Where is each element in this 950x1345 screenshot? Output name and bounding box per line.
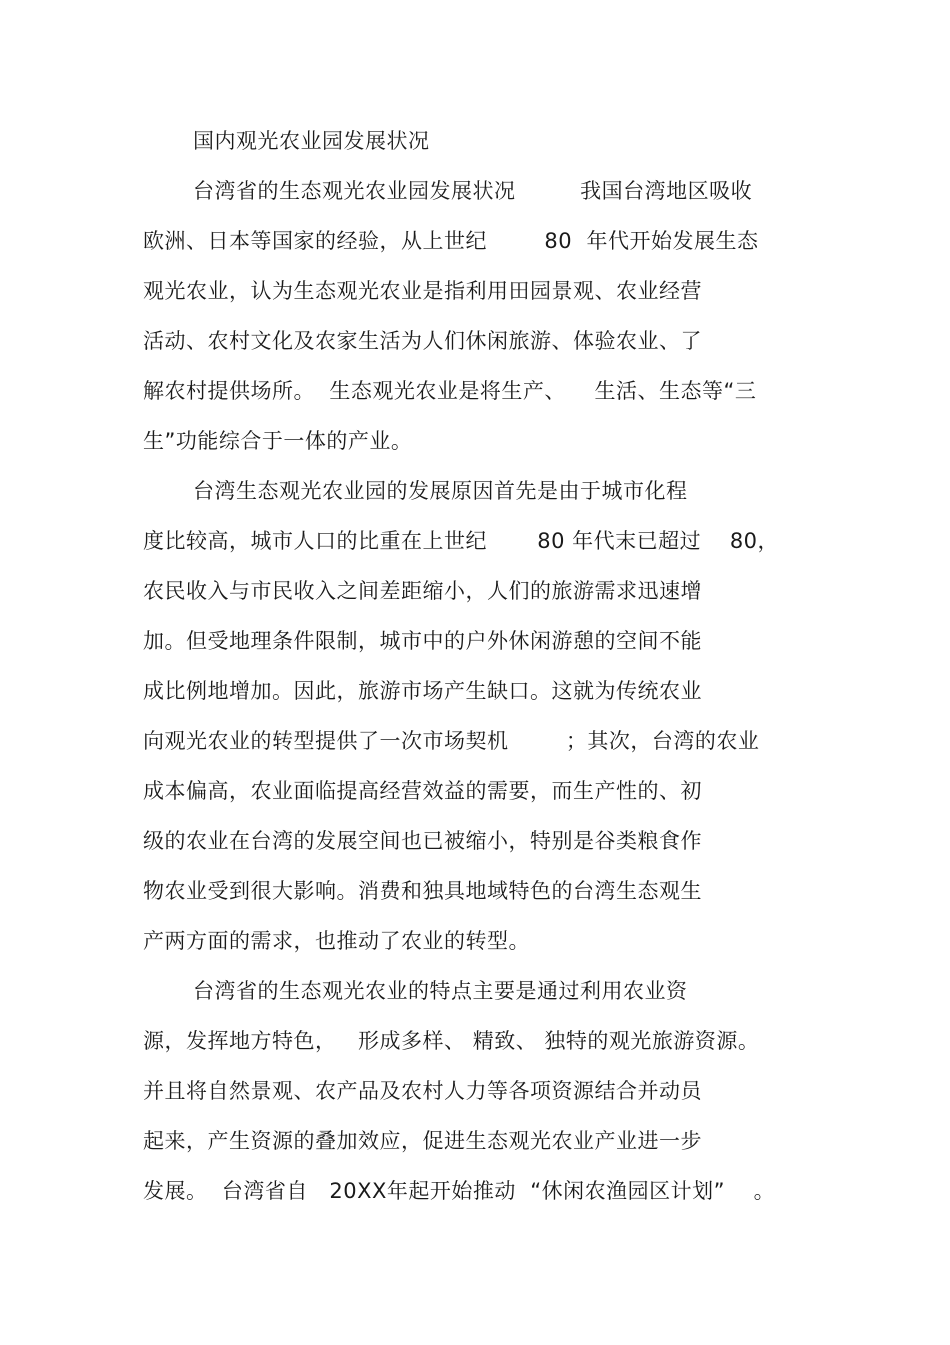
paragraph-line: 级的农业在台湾的发展空间也已被缩小，特别是谷类粮食作 xyxy=(143,829,702,853)
paragraph-line: 台湾省的生态观光农业园发展状况 我国台湾地区吸收 xyxy=(193,179,753,203)
paragraph-line: 发展。 台湾省自 20XX年起开始推动 “休闲农渔园区计划” 。 xyxy=(143,1179,776,1203)
paragraph-line: 向观光农业的转型提供了一次市场契机 ；其次，台湾的农业 xyxy=(143,729,760,753)
paragraph-line: 台湾省的生态观光农业的特点主要是通过利用农业资 xyxy=(193,979,688,1003)
paragraph-line: 产两方面的需求，也推动了农业的转型。 xyxy=(143,929,530,953)
paragraph-line: 欧洲、日本等国家的经验，从上世纪 80 年代开始发展生态 xyxy=(143,229,759,253)
paragraph-line: 度比较高，城市人口的比重在上世纪 80 年代末已超过 80， xyxy=(143,529,780,553)
paragraph-line: 台湾生态观光农业园的发展原因首先是由于城市化程 xyxy=(193,479,688,503)
paragraph-line: 生”功能综合于一体的产业。 xyxy=(143,429,413,453)
paragraph-line: 起来，产生资源的叠加效应，促进生态观光农业产业进一步 xyxy=(143,1129,702,1153)
paragraph-line: 观光农业，认为生态观光农业是指利用田园景观、农业经营 xyxy=(143,279,702,303)
paragraph-line: 加。但受地理条件限制，城市中的户外休闲游憩的空间不能 xyxy=(143,629,702,653)
paragraph-line: 源，发挥地方特色， 形成多样、 精致、 独特的观光旅游资源。 xyxy=(143,1029,760,1053)
paragraph-line: 并且将自然景观、农产品及农村人力等各项资源结合并动员 xyxy=(143,1079,702,1103)
paragraph-line: 成比例地增加。因此，旅游市场产生缺口。这就为传统农业 xyxy=(143,679,702,703)
paragraph-line: 农民收入与市民收入之间差距缩小，人们的旅游需求迅速增 xyxy=(143,579,702,603)
document-title: 国内观光农业园发展状况 xyxy=(193,129,430,153)
paragraph-line: 解农村提供场所。 生态观光农业是将生产、 生活、生态等“三 xyxy=(143,379,757,403)
paragraph-line: 成本偏高，农业面临提高经营效益的需要，而生产性的、初 xyxy=(143,779,702,803)
paragraph-line: 活动、农村文化及农家生活为人们休闲旅游、体验农业、了 xyxy=(143,329,702,353)
paragraph-line: 物农业受到很大影响。消费和独具地域特色的台湾生态观生 xyxy=(143,879,702,903)
